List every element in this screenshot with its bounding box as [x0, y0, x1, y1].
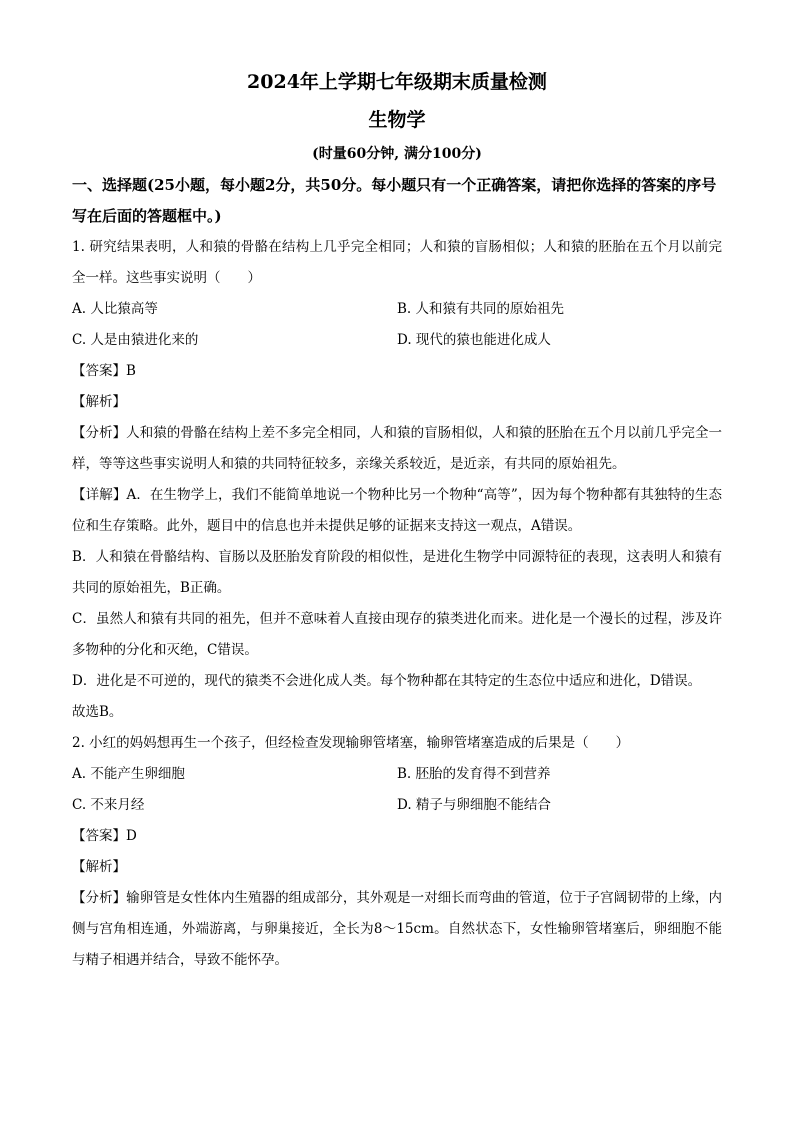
option-a: A. 不能产生卵细胞	[72, 766, 185, 782]
exam-page	[72, 70, 722, 976]
question-2	[72, 728, 722, 976]
answer-label: 【答案】B	[72, 363, 136, 379]
question-2-options	[72, 759, 722, 821]
analysis-text: 【分析】输卵管是女性体内生殖器的组成部分，其外观是一对细长而弯曲的管道，位于子宫阔韧带的上缘，内侧与宫角相连通，外端游离，与卵巢接近，全长为8～15cm。自然状态下，女性输卵管堵塞后，卵细胞不能与精子相遇并结合，导致不能怀孕。	[72, 890, 722, 968]
question-1-options	[72, 294, 722, 356]
analysis-label: 【解析】	[72, 859, 126, 875]
detail-a: 【详解】A．在生物学上，我们不能简单地说一个物种比另一个物种“高等”，因为每个物种都有其独特的生态位和生存策略。此外，题目中的信息也并未提供足够的证据来支持这一观点，A错误。	[72, 487, 722, 534]
conclusion: 故选B。	[72, 704, 123, 720]
question-1-stem: 1. 研究结果表明，人和猿的骨骼在结构上几乎完全相同；人和猿的盲肠相似；人和猿的胚胎在五个月以前完全一样。这些事实说明（ ）	[72, 239, 722, 286]
exam-title: 2024年上学期七年级期末质量检测	[247, 71, 547, 93]
subject-title: 生物学	[368, 109, 426, 131]
option-c: C. 人是由猿进化来的	[72, 332, 199, 348]
analysis-label: 【解析】	[72, 394, 126, 410]
option-d: D. 精子与卵细胞不能结合	[397, 797, 551, 813]
option-d: D. 现代的猿也能进化成人	[397, 332, 551, 348]
option-b: B. 人和猿有共同的原始祖先	[397, 301, 565, 317]
time-score-note: (时量60分钟, 满分100分)	[312, 146, 482, 162]
detail-d: D．进化是不可逆的，现代的猿类不会进化成人类。每个物种都在其特定的生态位中适应和进化，D错误。	[72, 673, 702, 689]
option-b: B. 胚胎的发育得不到营养	[397, 766, 551, 782]
option-c: C. 不来月经	[72, 797, 145, 813]
question-1	[72, 232, 722, 728]
section-heading: 一、选择题(25小题，每小题2分，共50分。每小题只有一个正确答案，请把你选择的答案的序号写在后面的答题框中。)	[72, 176, 717, 225]
detail-c: C．虽然人和猿有共同的祖先，但并不意味着人直接由现存的猿类进化而来。进化是一个漫长的过程，涉及许多物种的分化和灭绝，C错误。	[72, 611, 722, 658]
answer-label: 【答案】D	[72, 828, 137, 844]
analysis-text: 【分析】人和猿的骨骼在结构上差不多完全相同，人和猿的盲肠相似，人和猿的胚胎在五个月以前几乎完全一样，等等这些事实说明人和猿的共同特征较多，亲缘关系较近，是近亲，有共同的原始祖先。	[72, 425, 722, 472]
question-2-stem: 2. 小红的妈妈想再生一个孩子，但经检查发现输卵管堵塞，输卵管堵塞造成的后果是（ ）	[72, 735, 630, 751]
option-a: A. 人比猿高等	[72, 301, 158, 317]
detail-b: B．人和猿在骨骼结构、盲肠以及胚胎发育阶段的相似性，是进化生物学中同源特征的表现，这表明人和猿有共同的原始祖先，B正确。	[72, 549, 722, 596]
